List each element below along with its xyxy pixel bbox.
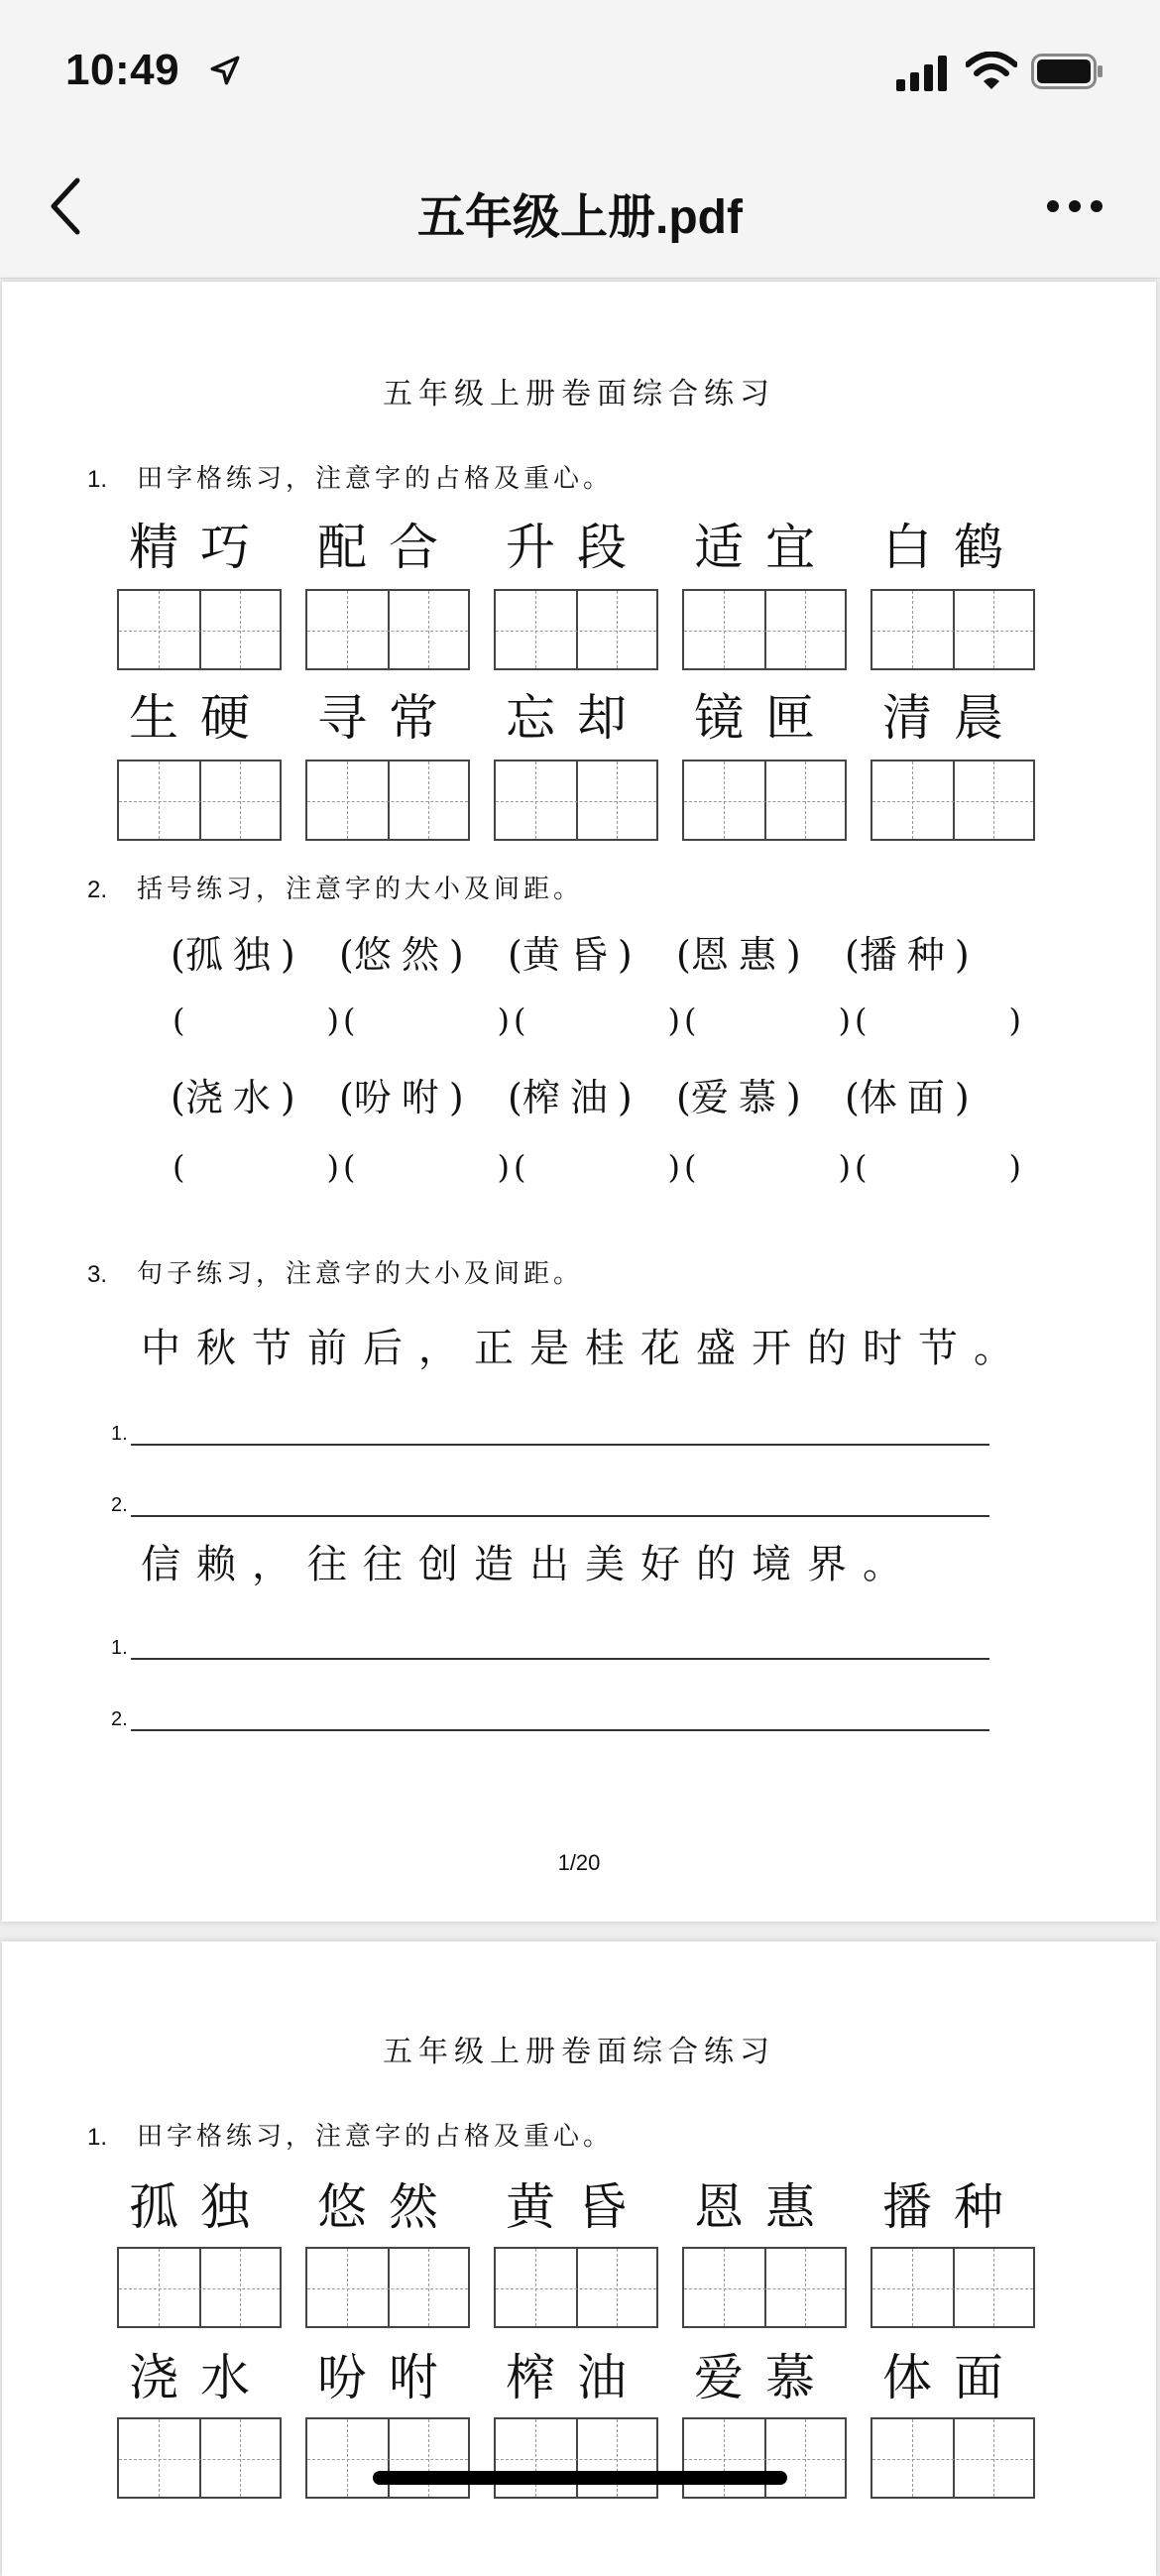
document-title: 五年级上册.pdf — [417, 191, 743, 244]
paren-word: (体面) — [845, 1076, 970, 1119]
paren-word: (孤独) — [171, 933, 295, 977]
char-row-2 — [2, 2338, 1156, 2417]
paren-word: (黄昏) — [508, 933, 633, 977]
char-word: 清晨 — [882, 689, 1025, 747]
char-word: 黄昏 — [506, 2178, 648, 2236]
char-word: 适宜 — [694, 519, 837, 576]
tianzige-box[interactable] — [117, 2417, 282, 2499]
char-word: 精巧 — [129, 519, 272, 576]
wifi-icon — [966, 52, 1017, 91]
char-word: 忘却 — [506, 689, 648, 747]
section-3-heading — [87, 1253, 583, 1290]
practice-sentence-1: 中秋节前后，正是桂花盛开的时节。 — [141, 1326, 1029, 1371]
tianzige-box[interactable] — [117, 760, 282, 841]
char-row-1 — [2, 2167, 1156, 2247]
char-word: 悠然 — [317, 2178, 460, 2236]
char-word: 榨油 — [506, 2349, 648, 2406]
paren-row-2 — [2, 1067, 1156, 1126]
tianzige-row-2 — [2, 760, 1156, 845]
tianzige-row-2 — [2, 2417, 1156, 2503]
char-word: 体面 — [882, 2349, 1025, 2406]
tianzige-box[interactable] — [870, 2247, 1035, 2328]
more-options-icon[interactable] — [1045, 198, 1104, 214]
paren-blank-row-1: ( ) ( ) ( ) ( ) ( ) — [173, 1001, 1021, 1039]
tianzige-box[interactable] — [682, 2417, 847, 2499]
tianzige-box[interactable] — [494, 589, 658, 670]
tianzige-box[interactable] — [494, 760, 658, 841]
char-row-1 — [2, 508, 1156, 587]
cellular-signal-icon — [896, 56, 948, 91]
tianzige-box[interactable] — [305, 2417, 470, 2499]
writing-line[interactable]: 2. — [111, 1485, 989, 1519]
char-word: 生硬 — [129, 689, 272, 747]
char-word: 浇水 — [129, 2349, 272, 2406]
paren-row-1 — [2, 924, 1156, 984]
section-number: 3. — [87, 1261, 108, 1288]
section-text: 句子练习，注意字的大小及间距。 — [137, 1259, 584, 1289]
tianzige-box[interactable] — [305, 589, 470, 670]
section-text: 田字格练习，注意字的占格及重心。 — [137, 2122, 614, 2152]
battery-icon — [1031, 54, 1104, 89]
tianzige-box[interactable] — [682, 760, 847, 841]
worksheet-title: 五年级上册卷面综合练习 — [383, 377, 775, 411]
char-word: 吩咐 — [317, 2349, 460, 2406]
tianzige-box[interactable] — [494, 2247, 658, 2328]
page-number: 1/20 — [557, 1850, 601, 1875]
section-text: 括号练习，注意字的大小及间距。 — [137, 875, 584, 904]
tianzige-box[interactable] — [870, 760, 1035, 841]
char-word: 恩惠 — [694, 2178, 837, 2236]
tianzige-row-1 — [2, 589, 1156, 674]
section-number: 1. — [87, 2124, 108, 2151]
char-word: 配合 — [317, 519, 460, 576]
section-number: 1. — [87, 466, 108, 493]
char-word: 孤独 — [129, 2178, 272, 2236]
nav-bar — [0, 139, 1160, 279]
tianzige-box[interactable] — [117, 589, 282, 670]
worksheet-title: 五年级上册卷面综合练习 — [383, 2035, 775, 2069]
pdf-page-1[interactable] — [2, 282, 1156, 1922]
tianzige-box[interactable] — [682, 589, 847, 670]
section-2-heading — [87, 869, 583, 905]
home-indicator[interactable] — [373, 2471, 787, 2485]
paren-word: (爱慕) — [676, 1076, 801, 1119]
char-word: 镜匣 — [694, 689, 837, 747]
tianzige-box[interactable] — [870, 2417, 1035, 2499]
tianzige-box[interactable] — [682, 2247, 847, 2328]
char-word: 播种 — [882, 2178, 1025, 2236]
char-word: 寻常 — [317, 689, 460, 747]
tianzige-box[interactable] — [305, 2247, 470, 2328]
tianzige-row-1 — [2, 2247, 1156, 2332]
section-number: 2. — [87, 877, 108, 903]
status-time: 10:49 — [65, 46, 180, 94]
paren-word: (吩咐) — [339, 1076, 464, 1119]
paren-word: (播种) — [845, 933, 970, 977]
tianzige-box[interactable] — [305, 760, 470, 841]
paren-blank-row-2: ( ) ( ) ( ) ( ) ( ) — [173, 1148, 1021, 1186]
char-word: 爱慕 — [694, 2349, 837, 2406]
tianzige-box[interactable] — [117, 2247, 282, 2328]
section-1-heading — [87, 458, 613, 495]
section-1-heading — [87, 2116, 613, 2153]
paren-word: (悠然) — [339, 933, 464, 977]
char-row-2 — [2, 678, 1156, 758]
location-arrow-icon — [208, 54, 242, 87]
tianzige-box[interactable] — [870, 589, 1035, 670]
paren-word: (浇水) — [171, 1076, 295, 1119]
writing-line[interactable]: 1. — [111, 1628, 989, 1662]
paren-word: (恩惠) — [676, 933, 801, 977]
section-text: 田字格练习，注意字的占格及重心。 — [137, 464, 614, 494]
writing-line[interactable]: 2. — [111, 1699, 989, 1733]
char-word: 升段 — [506, 519, 648, 576]
paren-word: (榨油) — [508, 1076, 633, 1119]
char-word: 白鹤 — [882, 519, 1025, 576]
status-bar — [0, 0, 1160, 139]
writing-line[interactable]: 1. — [111, 1414, 989, 1448]
practice-sentence-2: 信赖，往往创造出美好的境界。 — [141, 1542, 918, 1587]
tianzige-box[interactable] — [494, 2417, 658, 2499]
